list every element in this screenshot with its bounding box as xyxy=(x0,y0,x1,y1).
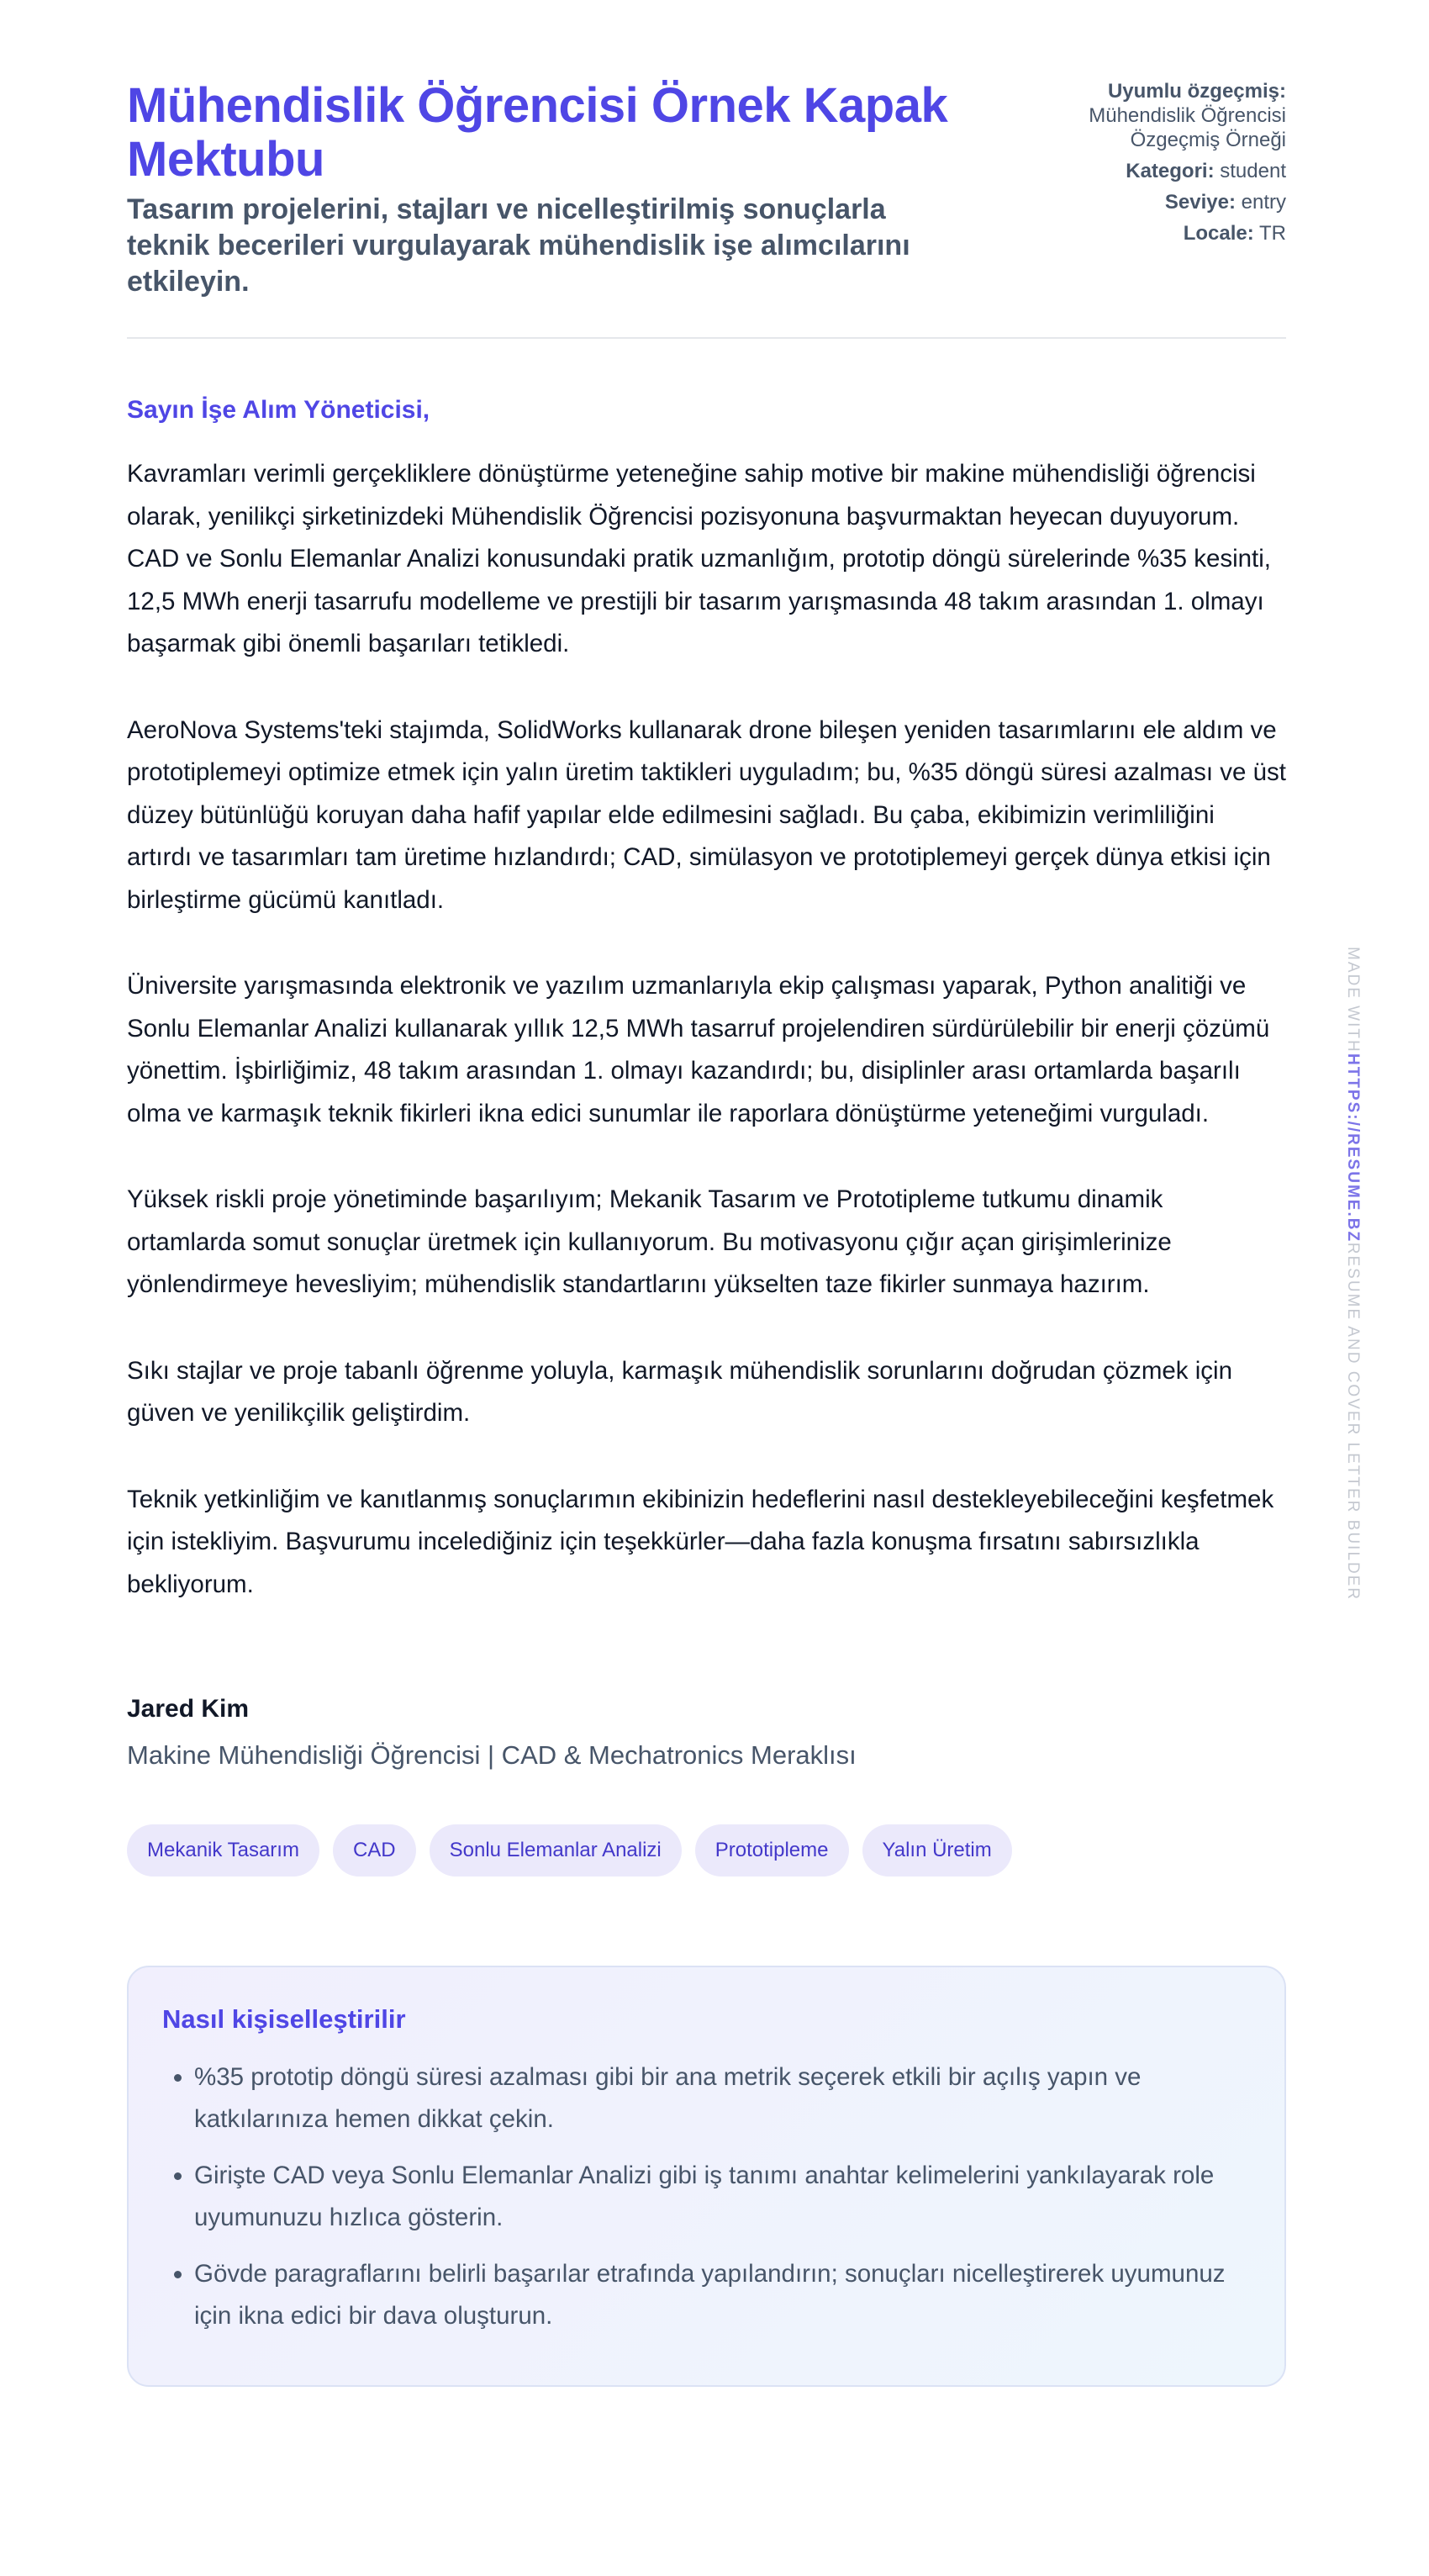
skill-tag: Sonlu Elemanlar Analizi xyxy=(430,1824,682,1877)
category-value: student xyxy=(1220,160,1286,182)
watermark-link[interactable]: HTTPS://RESUME.BZ xyxy=(1344,1053,1362,1243)
cover-letter-page xyxy=(127,0,1286,2387)
skill-tag: Mekanik Tasarım xyxy=(127,1824,319,1877)
paragraph: Sıkı stajlar ve proje tabanlı öğrenme yoluyla, karmaşık mühendislik sorunlarını doğrudan çözmek için güven ve yenilikçilik geliştirdim. xyxy=(127,1356,1233,1427)
paragraph: Yüksek riskli proje yönetiminde başarılıyım; Mekanik Tasarım ve Prototipleme tutkumu dinamik ortamlarda somut sonuçlar üretmek için kullanıyorum. Bu motivasyonu çığır açan girişimlerinize yönlendirmeye hevesliyim; mühendislik standartlarını yükselten taze fikirler sunmaya hazırım. xyxy=(127,1185,1172,1298)
salutation: Sayın İşe Alım Yöneticisi, xyxy=(127,396,430,424)
page-subtitle: Tasarım projelerini, stajları ve nicelleştirilmiş sonuçlarla teknik becerileri vurgulayarak mühendislik işe alımcılarını etkileyin. xyxy=(127,193,910,298)
paragraph: Teknik yetkinliğim ve kanıtlanmış sonuçlarımın ekibinizin hedeflerini nasıl destekleyebileceğini keşfetmek için istekliyim. Başvurumu incelediğiniz için teşekkürler—daha fazla konuşma fırsatını sabırsızlıkla bekliyorum. xyxy=(127,1485,1274,1598)
paragraph: Üniversite yarışmasında elektronik ve yazılım uzmanlarıyla ekip çalışması yaparak, Python analitiği ve Sonlu Elemanlar Analizi kullanarak yıllık 12,5 MWh tasarruf projelendiren sürdürülebilir bir enerji çözümü yönettim. İşbirliğimiz, 48 takım arasından 1. olmayı kazandırdı; bu, disiplinler arası ortamlarda başarılı olma ve karmaşık teknik fikirleri ikna edici sunumlar ile raporlara dönüştürme yeteneğimi vurguladı. xyxy=(127,972,1270,1127)
category-label: Kategori: xyxy=(1126,160,1215,182)
tip-item: • %35 prototip döngü süresi azalması gibi bir ana metrik seçerek etkili bir açılış yapın ve katkılarınıza hemen dikkat çekin. xyxy=(194,2056,1251,2141)
skill-tag: Yalın Üretim xyxy=(862,1824,1012,1877)
locale-label: Locale: xyxy=(1183,222,1254,245)
page-header xyxy=(127,0,1286,300)
tips-box xyxy=(127,1966,1286,2387)
tips-title: Nasıl kişiselleştirilir xyxy=(162,2004,406,2034)
skill-tag: Prototipleme xyxy=(695,1824,849,1877)
skill-tag: CAD xyxy=(333,1824,416,1877)
locale-value: TR xyxy=(1259,222,1286,245)
meta-panel xyxy=(1009,79,1286,300)
letter-body xyxy=(127,453,1286,1606)
watermark xyxy=(1343,947,1362,1601)
level-label: Seviye: xyxy=(1164,191,1236,214)
level-value: entry xyxy=(1241,191,1286,214)
skill-tags xyxy=(127,1824,1286,1877)
watermark-suffix: RESUME AND COVER LETTER BUILDER xyxy=(1344,1242,1362,1602)
signature-name: Jared Kim xyxy=(127,1695,250,1723)
page-title: Mühendislik Öğrencisi Örnek Kapak Mektubu xyxy=(127,78,948,187)
tip-item: • Gövde paragraflarını belirli başarılar etrafında yapılandırın; sonuçları nicelleştirerek uyumunuz için ikna edici bir dava oluşturun. xyxy=(194,2253,1251,2337)
signature-role: Makine Mühendisliği Öğrencisi | CAD & Mechatronics Meraklısı xyxy=(127,1740,857,1770)
paragraph: Kavramları verimli gerçekliklere dönüştürme yeteneğine sahip motive bir makine mühendisliği öğrencisi olarak, yenilikçi şirketinizdeki Mühendislik Öğrencisi pozisyonuna başvurmaktan heyecan duyuyorum. CAD ve Sonlu Elemanlar Analizi konusundaki pratik uzmanlığım, prototip döngü sürelerinde %35 kesinti, 12,5 MWh enerji tasarrufu modelleme ve prestijli bir tasarım yarışmasında 48 takım arasından 1. olmayı başarmak gibi önemli başarıları tetikledi. xyxy=(127,460,1272,657)
tip-item: • Girişte CAD veya Sonlu Elemanlar Analizi gibi iş tanımı anahtar kelimelerini yankılayarak role uyumunuzu hızlıca gösterin. xyxy=(194,2155,1251,2239)
watermark-prefix: MADE WITH xyxy=(1344,947,1362,1053)
divider xyxy=(127,337,1286,339)
paragraph: AeroNova Systems'teki stajımda, SolidWorks kullanarak drone bileşen yeniden tasarımlarını ele aldım ve prototiplemeyi optimize etmek için yalın üretim taktikleri uyguladım; bu, %35 döngü süresi azalması ve üst düzey bütünlüğü koruyan daha hafif yapılar elde edilmesini sağladı. Bu çaba, ekibimizin verimliliğini artırdı ve tasarımları tam üretime hızlandırdı; CAD, simülasyon ve prototiplemeyi gerçek dünya etkisi için birleştirme gücümü kanıtladı. xyxy=(127,715,1286,914)
tips-list xyxy=(162,2056,1251,2337)
resume-value[interactable]: Mühendislik Öğrencisi Özgeçmiş Örneği xyxy=(1089,104,1286,151)
resume-label: Uyumlu özgeçmiş: xyxy=(1107,80,1286,103)
